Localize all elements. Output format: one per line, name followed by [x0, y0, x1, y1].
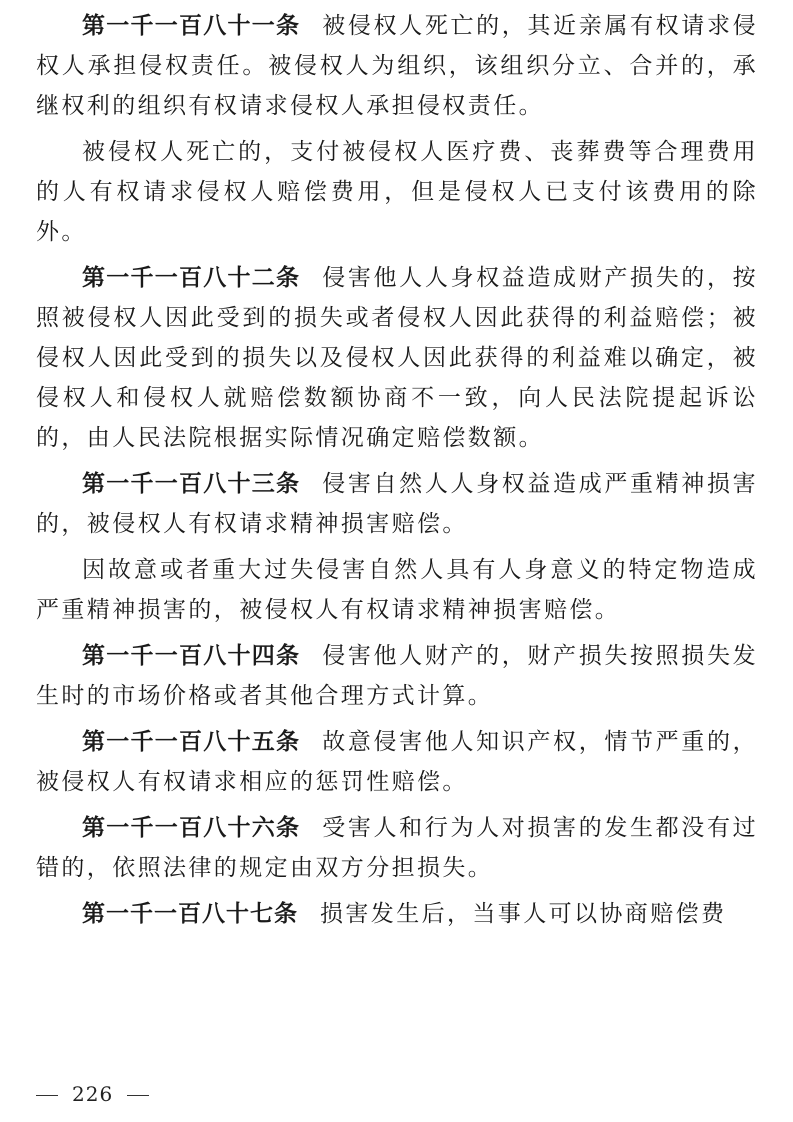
- article-heading: 第一千一百八十七条: [82, 901, 298, 927]
- article-heading: 第一千一百八十六条: [82, 815, 301, 841]
- footer-dash-right: [127, 1095, 149, 1096]
- document-page: [36, 6, 758, 940]
- paragraph-1181: [36, 6, 758, 126]
- page-number: 226: [72, 1082, 114, 1106]
- paragraph-1181-2: [36, 132, 758, 252]
- footer-dash-left: [36, 1095, 58, 1096]
- paragraph-1187: [36, 894, 758, 934]
- article-body: 被侵权人死亡的，支付被侵权人医疗费、丧葬费等合理费用的人有权请求侵权人赔偿费用，但是侵权人已支付该费用的除外。: [36, 139, 758, 245]
- article-body: 损害发生后，当事人可以协商赔偿费: [320, 901, 727, 927]
- article-heading: 第一千一百八十一条: [82, 13, 301, 39]
- article-body: 侵害自然人人身权益造成严重精神损害的，被侵权人有权请求精神损害赔偿。: [36, 471, 758, 537]
- paragraph-1186: [36, 808, 758, 888]
- article-body: 侵害他人财产的，财产损失按照损失发生时的市场价格或者其他合理方式计算。: [36, 643, 758, 709]
- paragraph-1183-2: [36, 550, 758, 630]
- paragraph-1182: [36, 258, 758, 458]
- paragraph-1185: [36, 722, 758, 802]
- article-body: 故意侵害他人知识产权，情节严重的，被侵权人有权请求相应的惩罚性赔偿。: [36, 729, 758, 795]
- article-heading: 第一千一百八十五条: [82, 729, 301, 755]
- article-body: 因故意或者重大过失侵害自然人具有人身意义的特定物造成严重精神损害的，被侵权人有权请求精神损害赔偿。: [36, 557, 758, 623]
- paragraph-1183: [36, 464, 758, 544]
- paragraph-1184: [36, 636, 758, 716]
- page-footer: [36, 1080, 149, 1108]
- article-heading: 第一千一百八十三条: [82, 471, 301, 497]
- article-body: 被侵权人死亡的，其近亲属有权请求侵权人承担侵权责任。被侵权人为组织，该组织分立、合并的，承继权利的组织有权请求侵权人承担侵权责任。: [36, 13, 758, 119]
- article-heading: 第一千一百八十二条: [82, 265, 301, 291]
- article-body: 受害人和行为人对损害的发生都没有过错的，依照法律的规定由双方分担损失。: [36, 815, 758, 881]
- article-body: 侵害他人人身权益造成财产损失的，按照被侵权人因此受到的损失或者侵权人因此获得的利益赔偿；被侵权人因此受到的损失以及侵权人因此获得的利益难以确定，被侵权人和侵权人就赔偿数额协商不一致，向人民法院提起诉讼的，由人民法院根据实际情况确定赔偿数额。: [36, 265, 758, 451]
- article-heading: 第一千一百八十四条: [82, 643, 301, 669]
